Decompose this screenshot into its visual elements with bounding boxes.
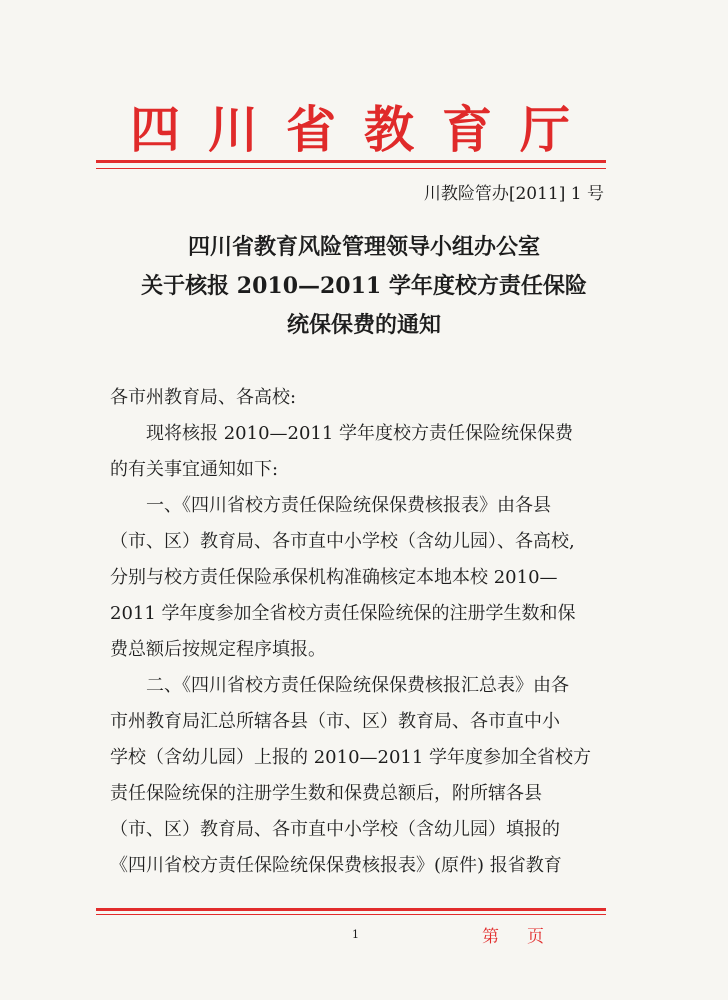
body-line: 责任保险统保的注册学生数和保费总额后，附所辖各县	[110, 783, 542, 804]
body-line: 《四川省校方责任保险统保保费核报表》(原件) 报省教育	[110, 855, 562, 876]
page-label-left: 第	[482, 927, 501, 947]
body-line: 现将核报 2010—2011 学年度校方责任保险统保保费	[146, 423, 574, 444]
letterhead-title: 四川省教育厅	[130, 100, 598, 159]
body-line: （市、区）教育局、各市直中小学校（含幼儿园）、各高校,	[110, 531, 575, 552]
header-rule-thick	[96, 160, 606, 163]
title-line-1: 四川省教育风险管理领导小组办公室	[187, 234, 540, 260]
page-label-right: 页	[527, 927, 546, 947]
salutation: 各市州教育局、各高校:	[110, 387, 297, 408]
title-line-3: 统保保费的通知	[286, 312, 441, 338]
body-line: 的有关事宜通知如下:	[110, 459, 279, 480]
document-body	[110, 380, 600, 884]
page-number: 1	[352, 928, 359, 941]
title-line-2: 关于核报 2010—2011 学年度校方责任保险	[141, 273, 587, 299]
body-line: 2011 学年度参加全省校方责任保险统保的注册学生数和保	[110, 603, 576, 624]
document-title	[0, 228, 728, 345]
body-line: 市州教育局汇总所辖各县（市、区）教育局、各市直中小	[110, 711, 560, 732]
footer-rule-thick	[96, 908, 606, 911]
footer-rule-thin	[96, 914, 606, 915]
body-line: 二、《四川省校方责任保险统保保费核报汇总表》由各	[146, 675, 569, 696]
body-line: （市、区）教育局、各市直中小学校（含幼儿园）填报的	[110, 819, 560, 840]
page-label	[482, 922, 546, 947]
body-line: 分别与校方责任保险承保机构准确核定本地本校 2010—	[110, 567, 558, 588]
body-line: 费总额后按规定程序填报。	[110, 639, 326, 660]
document-number: 川教险管办[2011] 1 号	[423, 184, 604, 204]
header-rule-thin	[96, 168, 606, 169]
body-line: 学校（含幼儿园）上报的 2010—2011 学年度参加全省校方	[110, 747, 592, 768]
body-line: 一、《四川省校方责任保险统保保费核报表》由各县	[146, 495, 551, 516]
